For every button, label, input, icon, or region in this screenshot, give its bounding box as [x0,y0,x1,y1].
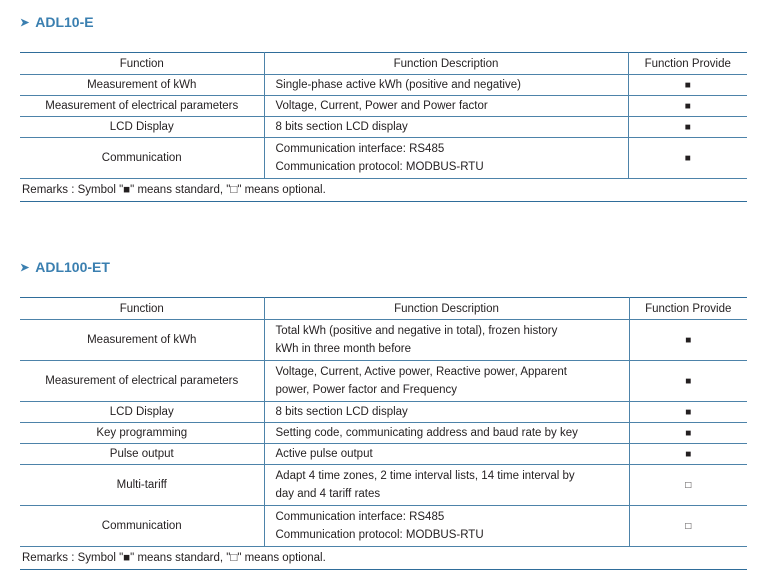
header-provide: Function Provide [629,298,747,320]
section-heading [20,257,747,277]
remarks-text: Remarks : Symbol "■" means standard, "□" means optional. [20,547,747,570]
table-header-row [20,298,747,320]
function-cell: Pulse output [20,444,264,465]
provide-cell: ■ [629,361,747,402]
function-cell: Key programming [20,423,264,444]
description-line: Communication protocol: MODBUS-RTU [275,529,484,541]
description-cell [264,320,629,361]
table-row [20,138,747,179]
description-cell [264,402,629,423]
section-title: ADL100-ET [35,259,110,275]
table-row [20,320,747,361]
description-line: 8 bits section LCD display [275,121,408,133]
description-cell [264,465,629,506]
table-header-row [20,53,747,75]
provide-cell: ■ [629,320,747,361]
description-cell [264,96,628,117]
function-cell: LCD Display [20,117,264,138]
table-row [20,465,747,506]
section-heading [20,12,747,32]
function-cell: Measurement of kWh [20,75,264,96]
description-line: 8 bits section LCD display [275,406,408,418]
function-cell: Communication [20,138,264,179]
description-cell [264,75,628,96]
table-row [20,117,747,138]
header-description: Function Description [264,298,629,320]
description-cell [264,444,629,465]
arrow-bullet-icon: ➤ [20,262,30,274]
provide-cell: ■ [629,444,747,465]
function-cell: Multi-tariff [20,465,264,506]
header-function: Function [20,298,264,320]
remarks-row [20,547,747,570]
description-line: Adapt 4 time zones, 2 time interval lists, 14 time interval by [275,470,575,482]
section-adl10-e [20,12,747,202]
header-function: Function [20,53,264,75]
table-row [20,75,747,96]
provide-cell: ■ [628,138,747,179]
description-line: Total kWh (positive and negative in total), frozen history [275,325,558,337]
table-row [20,402,747,423]
description-cell [264,361,629,402]
remarks-row [20,179,747,202]
provide-cell: ■ [629,402,747,423]
description-line: Active pulse output [275,448,373,460]
provide-cell: ■ [628,75,747,96]
table-row [20,444,747,465]
description-line: Single-phase active kWh (positive and negative) [275,79,521,91]
remarks-text: Remarks : Symbol "■" means standard, "□" means optional. [20,179,747,202]
description-line: Communication protocol: MODBUS-RTU [275,161,484,173]
description-cell [264,138,628,179]
provide-cell: □ [629,506,747,547]
description-cell [264,117,628,138]
function-cell: Measurement of electrical parameters [20,361,264,402]
provide-cell: □ [629,465,747,506]
description-line: Communication interface: RS485 [275,143,445,155]
header-description: Function Description [264,53,628,75]
table-row [20,506,747,547]
table-row [20,96,747,117]
function-table [20,52,747,202]
provide-cell: ■ [629,423,747,444]
description-line: day and 4 tariff rates [275,488,381,500]
provide-cell: ■ [628,117,747,138]
provide-cell: ■ [628,96,747,117]
table-row [20,423,747,444]
description-line: Voltage, Current, Active power, Reactive power, Apparent [275,366,568,378]
function-cell: Measurement of kWh [20,320,264,361]
description-cell [264,506,629,547]
table-row [20,361,747,402]
description-line: power, Power factor and Frequency [275,384,458,396]
section-adl100-et [20,257,747,570]
description-line: Voltage, Current, Power and Power factor [275,100,488,112]
arrow-bullet-icon: ➤ [20,17,30,29]
header-provide: Function Provide [628,53,747,75]
description-line: Setting code, communicating address and baud rate by key [275,427,578,439]
function-cell: Measurement of electrical parameters [20,96,264,117]
function-cell: Communication [20,506,264,547]
description-line: kWh in three month before [275,343,412,355]
description-line: Communication interface: RS485 [275,511,445,523]
description-cell [264,423,629,444]
section-title: ADL10-E [35,14,94,30]
function-table [20,297,747,570]
function-cell: LCD Display [20,402,264,423]
